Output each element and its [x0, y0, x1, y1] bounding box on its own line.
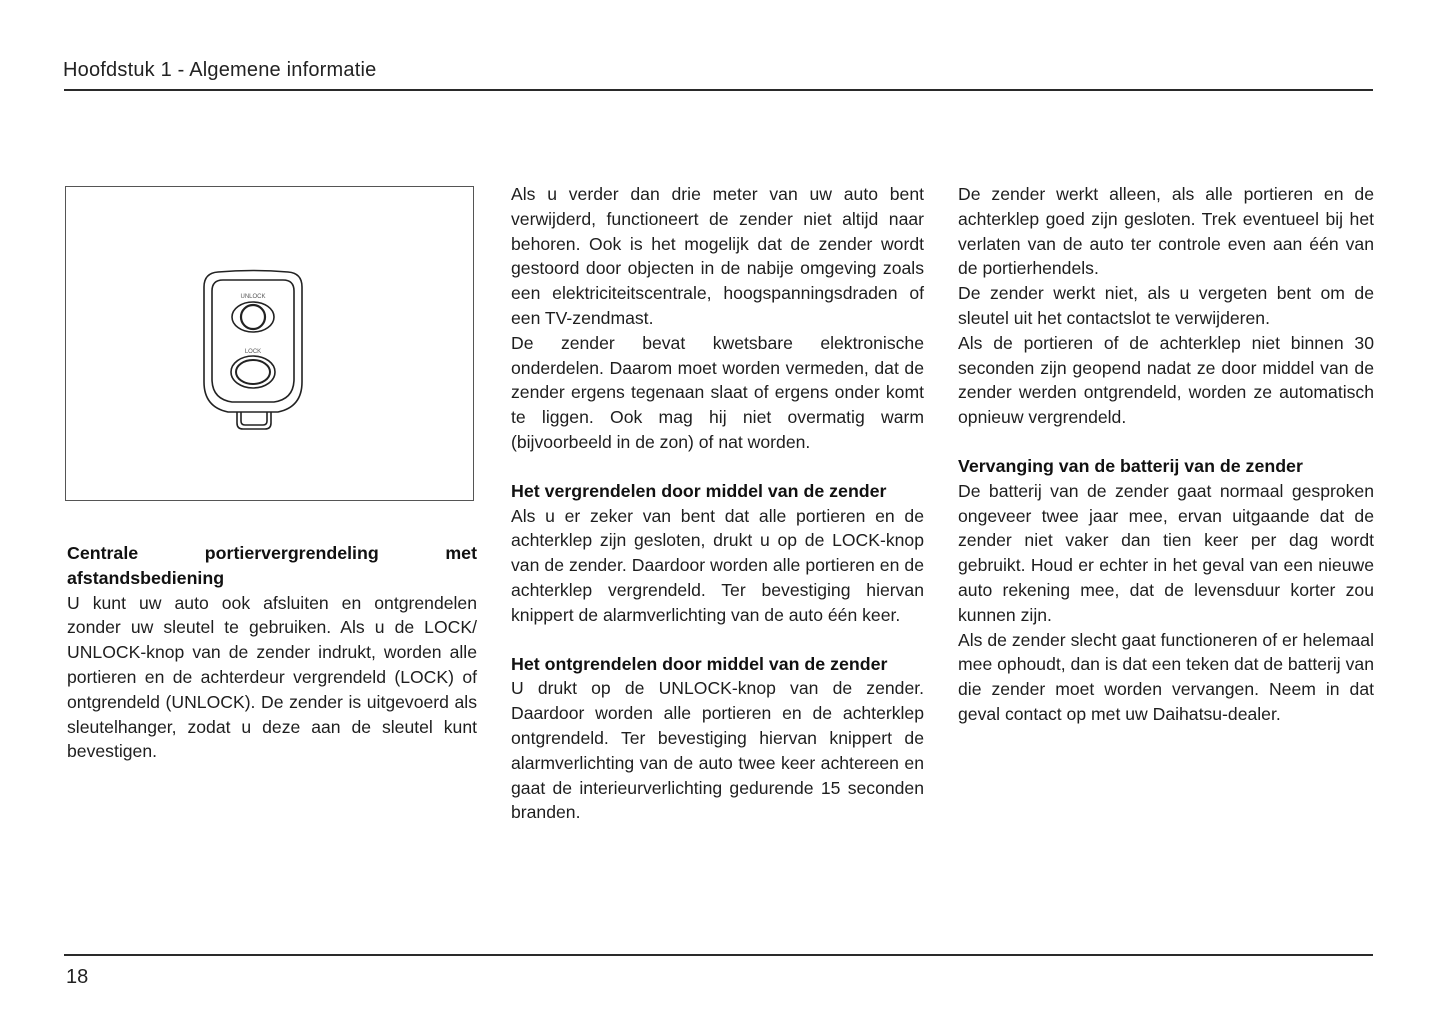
fob-keyring-tab: [237, 412, 271, 429]
body-paragraph: Als de portieren of de achterklep niet binnen 30 seconden zijn geopend nadat ze door middel van de zender werden ontgrendeld, worden ze automatisch opnieuw vergrendeld.: [958, 332, 1374, 428]
unlock-label: UNLOCK: [240, 294, 266, 300]
unlock-button-outer: [232, 302, 274, 332]
middle-column: [511, 182, 924, 825]
left-column: [67, 541, 477, 764]
body-paragraph: U kunt uw auto ook afsluiten en ontgrendelen zonder uw sleutel te gebruiken. Als u de LOCK/ UNLOCK-knop van de zender indrukt, worden alle portieren en de achterdeur vergrendeld (LOCK) of ontgrendeld (UNLOCK). De zender is uitgevoerd als sleutelhanger, zodat u deze aan de sleutel kunt bevestigen.: [67, 592, 477, 762]
section-heading-locking: Het vergrendelen door middel van de zender: [511, 480, 887, 501]
body-paragraph: De zender bevat kwetsbare elektronische onderdelen. Daarom moet worden vermeden, dat de zender ergens tegenaan slaat of ergens onder komt te liggen. Ook mag hij niet overmatig warm (bijvoorbeeld in de zon) of nat worden.: [511, 332, 924, 452]
lock-label: LOCK: [244, 349, 262, 355]
page-number: 18: [66, 966, 89, 988]
body-paragraph: Als u er zeker van bent dat alle portieren en de achterklep zijn gesloten, drukt u op de LOCK-knop van de zender. Daardoor worden alle portieren en de achterklep vergrendeld. Ter bevestiging hiervan knippert de alarmverlichting van de auto één keer.: [511, 505, 924, 625]
lock-button-inner: [236, 360, 270, 384]
body-paragraph: Als u verder dan drie meter van uw auto bent verwijderd, functioneert de zender niet altijd naar behoren. Ook is het mogelijk dat de zender wordt gestoord door objecten in de nabije omgeving zoals een elektriciteitscentrale, hoogspanningsdraden of een TV-zendmast.: [511, 184, 924, 328]
key-fob-icon: [66, 187, 475, 502]
chapter-title: Hoofdstuk 1 - Algemene informatie: [63, 59, 377, 81]
body-paragraph: U drukt op de UNLOCK-knop van de zender. Daardoor worden alle portieren en de achterklep ontgrendeld. Ter bevestiging hiervan knippert de alarmverlichting van de auto twee keer achtereen en gaat de interieurverlichting gedurende 15 seconden branden.: [511, 678, 924, 823]
section-heading-battery: Vervanging van de batterij van de zender: [958, 455, 1303, 476]
body-paragraph: Als de zender slecht gaat functioneren of er helemaal mee ophoudt, dan is dat een teken dat de batterij van die zender moet worden vervangen. Neem in dat geval contact op met uw Daihatsu-dealer.: [958, 629, 1374, 724]
body-paragraph: De zender werkt alleen, als alle portieren en de achterklep goed zijn gesloten. Trek eventueel bij het verlaten van de auto ter controle even aan één van de portierhendels.: [958, 184, 1374, 279]
body-paragraph: De batterij van de zender gaat normaal gesproken ongeveer twee jaar mee, ervan uitgaande dat de zender niet vaker dan tien keer per dag wordt gebruikt. Houd er echter in het geval van een nieuwe auto rekening mee, dat de levensduur korter zou kunnen zijn.: [958, 480, 1374, 625]
footer-divider: [64, 954, 1373, 956]
fob-outer-shell: [204, 271, 302, 413]
unlock-button-inner: [241, 305, 265, 329]
section-heading-unlocking: Het ontgrendelen door middel van de zender: [511, 653, 888, 674]
body-paragraph: De zender werkt niet, als u vergeten bent om de sleutel uit het contactslot te verwijderen.: [958, 283, 1374, 328]
section-heading: Centrale portiervergrendeling met afstandsbediening: [67, 543, 477, 588]
right-column: [958, 182, 1374, 727]
key-fob-illustration: [65, 186, 474, 501]
header-divider: [64, 89, 1373, 91]
